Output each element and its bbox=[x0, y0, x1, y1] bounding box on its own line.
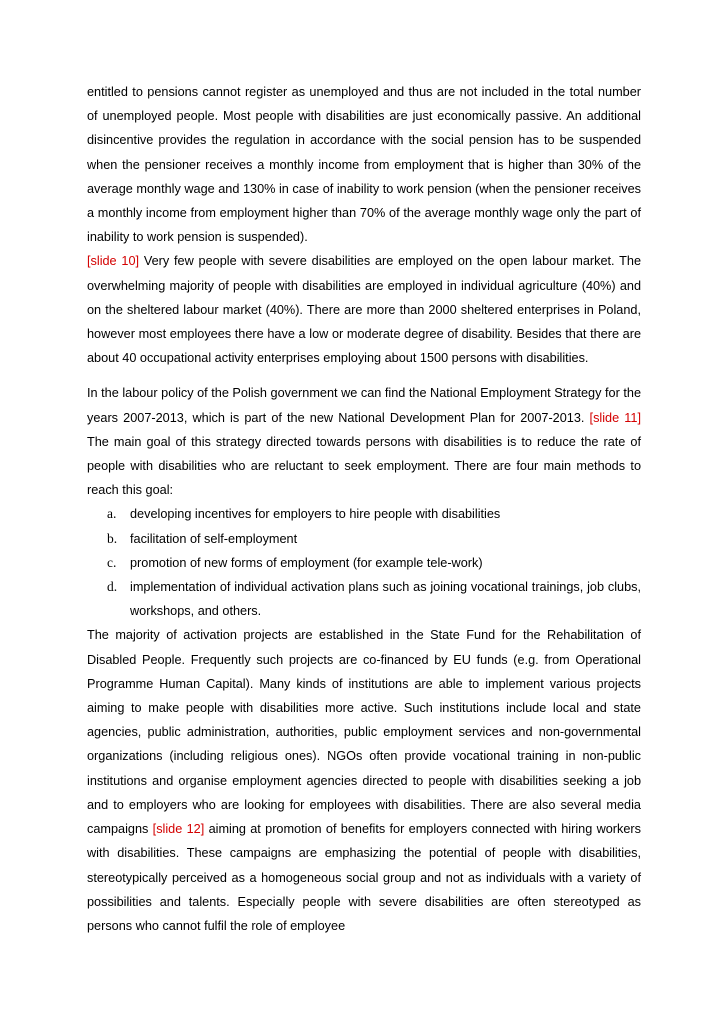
slide-reference: [slide 12] bbox=[152, 822, 205, 837]
text-run: In the labour policy of the Polish government we can find the National Employment Strategy for the years 2007-2013, which is part of the new National Development Plan for 2007-2013. bbox=[87, 386, 641, 425]
paragraph-open-labour-market bbox=[87, 249, 641, 370]
list-marker: a. bbox=[107, 506, 117, 522]
list-marker: b. bbox=[107, 530, 118, 546]
text-run: The majority of activation projects are established in the State Fund for the Rehabilitation of Disabled People. Frequently such projects are co-financed by EU funds (e.g. from Operational Programme Human Capital). Many kinds of institutions are able to implement various projects aiming to make people with disabilities more active. Such institutions include local and state agencies, public administration, authorities, public employment services and non-governmental organizations (including religious ones). NGOs often provide vocational training in non-public institutions and organise employment agencies directed to people with disabilities seeking a job and to employers who are looking for employees with disabilities. There are also several media campaigns bbox=[87, 628, 641, 837]
text-run: Very few people with severe disabilities are employed on the open labour market. The overwhelming majority of people with disabilities are employed in individual agriculture (40%) and on the sheltered labour market (40%). There are more than 2000 sheltered enterprises in Poland, however most employees there have a low or moderate degree of disability. Besides that there are about 40 occupational activity enterprises employing about 1500 persons with disabilities. bbox=[87, 254, 642, 366]
slide-reference: [slide 11] bbox=[589, 410, 641, 425]
document-page bbox=[87, 80, 641, 938]
paragraph-activation-projects bbox=[87, 623, 641, 938]
list-item-text: facilitation of self-employment bbox=[130, 531, 298, 546]
list-item bbox=[87, 527, 641, 551]
text-run: aiming at promotion of benefits for employers connected with hiring workers with disabilities. These campaigns are emphasizing the potential of people with disabilities, stereotypically perceived as a homogeneous social group and not as individuals with a variety of possibilities and talents. Especially people with severe disabilities are often stereotyped as persons who cannot fulfil the role of employee bbox=[87, 822, 641, 933]
list-item bbox=[87, 502, 641, 526]
list-marker: d. bbox=[107, 579, 118, 595]
list-item-text: promotion of new forms of employment (for example tele-work) bbox=[130, 555, 483, 570]
list-item-text: developing incentives for employers to hire people with disabilities bbox=[130, 507, 501, 522]
slide-reference: [slide 10] bbox=[87, 254, 140, 269]
methods-list bbox=[87, 502, 641, 623]
paragraph-employment-strategy bbox=[87, 381, 641, 502]
list-item bbox=[87, 551, 641, 575]
list-item bbox=[87, 575, 641, 623]
list-item-text: implementation of individual activation plans such as joining vocational trainings, job clubs, workshops, and others. bbox=[130, 580, 641, 619]
list-marker: c. bbox=[107, 554, 117, 570]
paragraph-pensions bbox=[87, 80, 641, 249]
text-run: The main goal of this strategy directed towards persons with disabilities is to reduce the rate of people with disabilities who are reluctant to seek employment. There are four main methods to reach this goal: bbox=[87, 434, 641, 498]
text-run: entitled to pensions cannot register as unemployed and thus are not included in the total number of unemployed people. Most people with disabilities are just economically passive. An additional disincentive provides the regulation in accordance with the social pension has to be suspended when the pensioner receives a monthly income from employment that is higher than 30% of the average monthly wage and 130% in case of inability to work pension (when the pensioner receives a monthly income from employment higher than 70% of the average monthly wage only the part of inability to work pension is suspended). bbox=[87, 85, 641, 245]
